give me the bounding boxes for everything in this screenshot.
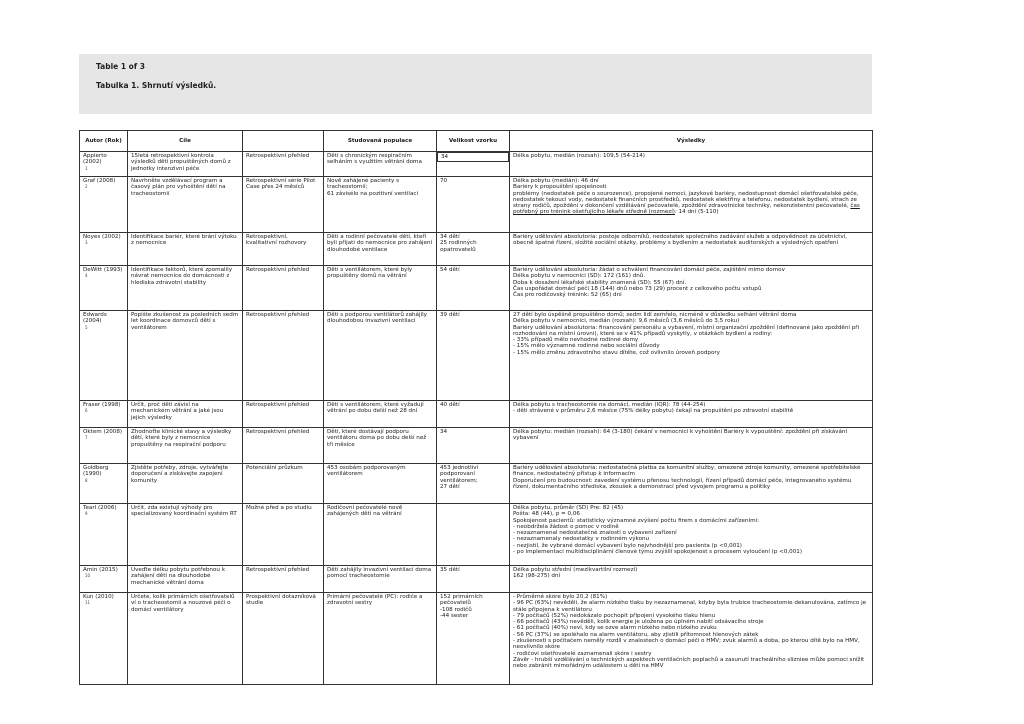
col-header-author: Autor (Rok)	[80, 131, 128, 152]
cell-results	[510, 593, 873, 685]
cell-results	[510, 311, 873, 401]
cell-aim: Identifikace faktorů, které zpomalily návrat nemocnice do domácnosti z hlediska zdravotní stability	[128, 266, 243, 311]
cell-population: Primární pečovatelé (PC): rodiče a zdravotní sestry	[324, 593, 437, 685]
cell-results	[510, 177, 873, 233]
reference-number: 5	[85, 324, 88, 330]
results-text: Bariéry udělování absolutoria: nedostatečná platba za komunitní služby, omezené zdroje komunity, omezené spotřebitelské finance, nedostatečný přístup k informacím Doporučení pro budoucnost: zavedení systému přenosu technologií, řízení případů domácí péče, integrovaného systému řízení, dokumentačního střediska, zkoušek a demonstrací před vývojem programu a politiky	[513, 465, 861, 490]
cell-design: Retrospektivní přehled	[243, 152, 324, 177]
reference-number: 8	[85, 477, 88, 483]
sample-text: 152 primárních pečovatelů -108 rodičů -44 sester	[440, 594, 483, 619]
reference-number: 1	[85, 165, 88, 171]
reference-number: 11	[85, 600, 91, 606]
cell-aim: Zjistěte potřeby, zdroje, vytvářejte doporučení a získávejte zapojení komunity	[128, 464, 243, 504]
sample-text: 34 dětí 25 rodinných opatrovatelů	[440, 234, 477, 253]
sample-text: 70	[440, 178, 448, 184]
results-text: - Průměrné skóre bylo 20,2 (81%) - 96 PC (63%) nevěděli, že alarm nízkého tlaku by nezaznamenal, kdyby byla trubice tracheostomie dekanulována, zatímco je stále připojena k ventilátoru - 79 počítačů (52%) nedokázalo pochopit připojení vysokého tlaku hlenu - 66 počítačů (43%) nevěděli, kolik energie je uložena po úplném nabití odsávacího stroje - 61 počítačů (40%) neví, kdy se ozve alarm nízkého nebo nízkého zvuku - 56 PC (37%) se spoléhalo na alarm ventilátoru, aby zjistili přítomnost hlenových zátek - zkušenosti s počítačem neměly rozdíl v znalostech o domácí péči o HMV; zvuk alarmů a doba, po kterou dítě bylo na HMV, neovlivnilo skóre - rodičovi ošetřovatelé zaznamenali skóre i sestry Závěr - hrubší vzdělávání o technických aspektech ventilačních poplachů a zasunutí tracheálního slizniee může pomoci snížit nebo zabránit mimořádným událostem u dětí na HMV	[513, 594, 867, 670]
reference-number: 10	[85, 573, 91, 579]
author-text: Amin (2015)	[83, 567, 118, 573]
results-text: Délka pobytu s tracheostomie na domácí, medián (IQR): 78 (44-254) - děti strávené v průměru 2,6 měsíce (75% délky pobytu) čekají na propuštění po zdravotní stabilitě	[513, 402, 794, 415]
author-text: Fraser (1998)	[83, 402, 121, 408]
reference-number: 4	[85, 273, 88, 279]
cell-aim: Popište zkušenost za posledních sedm let koordinace domovců dětí s ventilátorem	[128, 311, 243, 401]
table-row	[80, 464, 873, 504]
author-text: Edwards (2004)	[83, 312, 107, 325]
cell-results	[510, 233, 873, 266]
col-header-population: Studovaná populace	[324, 131, 437, 152]
cell-population: Děti a rodinní pečovatelé dětí, kteří byli přijati do nemocnice pro zahájení dlouhodobé ventilace	[324, 233, 437, 266]
reference-number: 2	[85, 184, 88, 190]
cell-population: Děti, které dostávají podporu ventilátoru doma po dobu delší než tři měsíce	[324, 428, 437, 464]
table-row	[80, 401, 873, 428]
cell-sample	[437, 593, 510, 685]
cell-aim: Zhodnoťte klinické stavy a výsledky dětí, které byly z nemocnice propuštěny na respirační podporu	[128, 428, 243, 464]
population-text: Nově zahájené pacienty s tracheostomií; 61 závisélo na pozitivní ventilaci	[327, 178, 419, 197]
author-text: Graf (2008)	[83, 178, 116, 184]
table-counter: Table 1 of 3	[96, 62, 145, 71]
author-text: Kun (2010)	[83, 594, 114, 600]
cell-population: 453 osobám podporovaným ventilátorem	[324, 464, 437, 504]
cell-results	[510, 152, 873, 177]
results-underlined-text: čas potřebný pro trénink ošetřujícího lékaře středně (rozmezí)	[513, 203, 860, 216]
cell-aim: Určit, proč děti závisí na mechanickém větrání a jaké jsou jejich výsledky	[128, 401, 243, 428]
cell-design: Retrospektivní přehled	[243, 266, 324, 311]
cell-author	[80, 566, 128, 593]
table-row	[80, 593, 873, 685]
results-text: Délka pobytu střední (mezikvartilní rozmezí) 162 (98-275) dní	[513, 567, 638, 580]
results-text: Bariéry udělování absolutoria: žádat o schválení financování domácí péče, zajištění mimo domov Délka pobytu v nemocnici (SD): 172 (161) dnů. Doba k dosažení lékařské stability znamená (SD): 55 (67) dní. Čas uspořádat domácí péči 18 (144) dnů nebo 73 (29) procent z celkového počtu vstupů Čas pro rodičovský trénink: 52 (65) dní	[513, 267, 785, 299]
reference-number: 9	[85, 511, 88, 517]
cell-author	[80, 428, 128, 464]
table-row	[80, 233, 873, 266]
results-text: Délka pobytu, medián (rozsah): 109,5 (54-214)	[513, 153, 645, 159]
sample-text: 453 jednotliví podporovaní ventilátorem; 27 dětí	[440, 465, 479, 490]
results-text: Délka pobytu, průměr (SD) Pre: 82 (45) Pošta: 48 (44), p = 0,06 Spokojenost pacientů: statisticky významné zvýšení počtu firem s domácími zařízeními: - neobdržela žádost o pomoc v rodině - nezaznamenal nedostatečné znalosti o vybavení zařízení - nezaznamenaly nedostatky v rodinném výkonu - nezjistil, že vybrané domácí vybavení bylo nejvhodnější pro pacienta (p <0,001) - po implementaci multidisciplinární členové týmu zvýšili spokojenost s procesem vyloučení (p <0,001)	[513, 505, 803, 556]
reference-number: 3	[85, 240, 88, 246]
cell-population: Děti s chronickým respiračním selháním s využitím větrání doma	[324, 152, 437, 177]
table-row	[80, 504, 873, 566]
cell-sample	[437, 504, 510, 566]
cell-design: Retrospektivní přehled	[243, 566, 324, 593]
cell-results	[510, 504, 873, 566]
cell-population	[324, 177, 437, 233]
cell-aim: Navrhněte vzdělávací program a časový plán pro vyhoštění dětí na tracheostomii	[128, 177, 243, 233]
cell-results	[510, 401, 873, 428]
header-row	[80, 131, 873, 152]
results-tail-text: : 14 dní (5-110)	[674, 209, 719, 216]
author-text: Appierto (2002)	[83, 153, 107, 166]
cell-sample: 34	[437, 428, 510, 464]
cell-sample: 34	[437, 152, 509, 162]
col-header-results: Výsledky	[510, 131, 873, 152]
author-text: DeWitt (1993)	[83, 267, 123, 273]
reference-number: 6	[85, 408, 88, 414]
cell-design: Retrospektivní přehled	[243, 311, 324, 401]
cell-results	[510, 266, 873, 311]
cell-population: Děti s ventilátorem, které vyžadují větrání po dobu delší než 28 dní	[324, 401, 437, 428]
cell-design: Retrospektivní, kvalitativní rozhovory	[243, 233, 324, 266]
cell-author	[80, 401, 128, 428]
cell-sample: 39 dětí	[437, 311, 510, 401]
author-text: Noyes (2002)	[83, 234, 121, 240]
cell-author	[80, 464, 128, 504]
cell-author	[80, 233, 128, 266]
cell-author	[80, 177, 128, 233]
table-row	[80, 311, 873, 401]
cell-sample	[437, 464, 510, 504]
cell-sample: 40 dětí	[437, 401, 510, 428]
table-title: Tabulka 1. Shrnutí výsledků.	[96, 81, 217, 90]
cell-population: Rodičovní pečovatelé nově zahájených dětí na větrání	[324, 504, 437, 566]
cell-design: Retrospektivní přehled	[243, 428, 324, 464]
cell-aim: 15letá retrospektivní kontrola výsledků dětí propuštěných domů z jednotky intenzivní péče	[128, 152, 243, 177]
col-header-sample: Velikost vzorku	[437, 131, 510, 152]
reference-number: 7	[85, 435, 88, 441]
cell-population: Děti s ventilátorem, které byly propuštěny domů na větrání	[324, 266, 437, 311]
table-row	[80, 428, 873, 464]
author-text: Goldberg (1990)	[83, 465, 109, 478]
results-table	[79, 130, 873, 685]
cell-design: Prospektivní dotazníková studie	[243, 593, 324, 685]
cell-author	[80, 266, 128, 311]
cell-results	[510, 566, 873, 593]
results-text: Délka pobytu (medián): 46 dní Bariéry k propouštění spoješnosti problémy (nedostatek péče o sourozence), propojené nemoci, jazykové bariéry, nedostupnost domácí ošetřovatelské péče, nedostatek tekoucí vody, nedostatek finančních prostředků, nedostatek elektřiny a telefonu, nedostatek bydlení, strach ze strany rodičů, zpoždění v dokončení vzdělávání pečovatelé, zpoždění zdravotnické techniky, nekonzistentní pečovatelé,	[513, 178, 859, 210]
cell-results	[510, 428, 873, 464]
cell-results	[510, 464, 873, 504]
table-row	[80, 152, 873, 177]
results-text: Délka pobytu: medián (rozsah): 64 (3-180) čekání v nemocnici k vyhoštění Bariéry k vypouštění: zpoždění při získávání vybavení	[513, 429, 848, 442]
author-text: Oktem (2008)	[83, 429, 123, 435]
col-header-aim: Cíle	[128, 131, 243, 152]
cell-population: Děti s podporou ventilátorů zahájily dlouhodobou invazivní ventilaci	[324, 311, 437, 401]
table-caption	[79, 54, 872, 114]
author-text: Tearl (2006)	[83, 505, 117, 511]
cell-author	[80, 311, 128, 401]
cell-aim: Uveďte délku pobytu potřebnou k zahájení dětí na dlouhodobé mechanické větrání doma	[128, 566, 243, 593]
cell-author	[80, 504, 128, 566]
table-row	[80, 177, 873, 233]
cell-design: Možné před a po studiu	[243, 504, 324, 566]
cell-design: Potenciální průzkum	[243, 464, 324, 504]
col-header-design	[243, 131, 324, 152]
table-row	[80, 266, 873, 311]
results-text: Bariéry udělování absolutoria: postoje odborníků, nedostatek společného zadávání služeb a odpovědnost za účetnictví, obecně špatné řízení, složité sociální otázky, problémy s bydlením a nedostatek auditorských a výsledných opatření	[513, 234, 847, 247]
results-text: 27 dětí bylo úspěšně propuštěno domů; sedm lidí zemřelo, nicméně v důsledku selhání větrání doma Délka pobytu v nemocnici, medián (rozsah): 9,6 měsíců (3,6 měsíců do 3,5 roku) Bariéry udělování absolutoria: financování personálu a vybavení, místní organizační zpoždění (definované jako zpoždění při rozhodování na místní úrovni), které se v 41% případů vyskytly, v otázkách bydlení a rodiny: - 33% případů mělo nevhodné rodinné domy - 15% mělo významné rodinné nebo sociální důvody - 15% mělo změnu zdravotního stavu dítěte, což ovlivnilo úroveň podpory	[513, 312, 860, 356]
cell-population: Děti zahájily invazivní ventilaci doma pomocí tracheostomie	[324, 566, 437, 593]
cell-sample: 54 dětí	[437, 266, 510, 311]
cell-design: Retrospektivní série Pilot Case přes 24 měsíců	[243, 177, 324, 233]
cell-sample	[437, 177, 510, 233]
cell-sample: 35 dětí	[437, 566, 510, 593]
table-row	[80, 566, 873, 593]
cell-aim: Identifikace bariér, které brání výtoku z nemocnice	[128, 233, 243, 266]
cell-author	[80, 593, 128, 685]
cell-sample	[437, 233, 510, 266]
cell-author	[80, 152, 128, 177]
cell-design: Retrospektivní přehled	[243, 401, 324, 428]
cell-aim: Určete, kolik primárních ošetřovatelů ví o tracheostomii a nouzové péči o domácí ventilátory	[128, 593, 243, 685]
cell-aim: Určit, zda existují výhody pro specializovaný koordinační systém RT	[128, 504, 243, 566]
